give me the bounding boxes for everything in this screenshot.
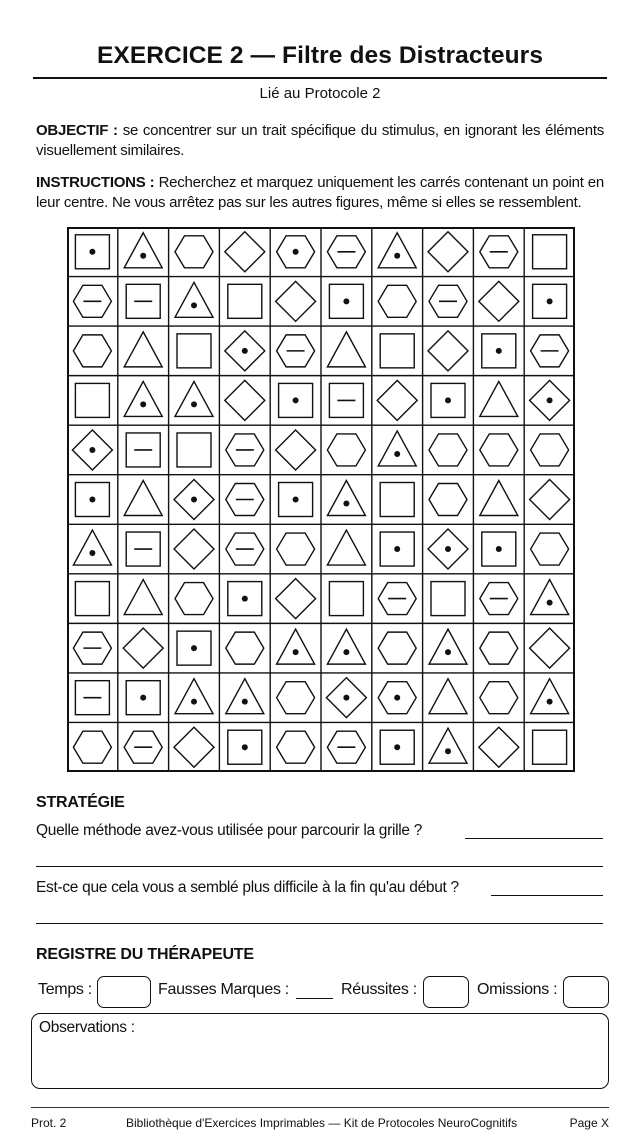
hexagon-cell[interactable] [226,632,264,664]
square-with-dash-cell[interactable] [75,681,109,715]
objective-text: se concentrer sur un trait spécifique du stimulus, en ignorant les éléments visuellement similaires. [36,122,605,159]
hexagon-with-dash-cell[interactable] [480,583,518,615]
center-dot [496,348,502,354]
hexagon-with-dot-cell[interactable] [277,236,315,268]
objective-paragraph [36,121,604,161]
successes-label: Réussites : [341,981,417,998]
center-dot [343,695,349,701]
hexagon-cell[interactable] [531,434,569,466]
hexagon-with-dash-cell[interactable] [327,731,365,763]
register-row [0,976,640,1008]
footer-divider [31,1107,609,1108]
center-dot [394,695,400,701]
triangle-with-dot-cell[interactable] [277,629,315,664]
center-dot [394,546,400,552]
center-dot [191,302,197,308]
center-dot [547,600,553,606]
triangle-with-dot-cell[interactable] [226,679,264,714]
diamond-cell[interactable] [276,579,316,619]
triangle-cell[interactable] [124,481,162,516]
center-dot [242,699,248,705]
hexagon-with-dash-cell[interactable] [124,731,162,763]
hexagon-with-dash-cell[interactable] [226,484,264,516]
square-with-dot-cell[interactable] [482,334,516,368]
hexagon-cell[interactable] [429,484,467,516]
diamond-cell[interactable] [479,281,519,321]
diamond-cell[interactable] [530,480,570,520]
center-dot [242,596,248,602]
hexagon-with-dash-cell[interactable] [226,434,264,466]
diamond-with-dot-cell[interactable] [326,678,366,718]
triangle-with-dot-cell[interactable] [378,431,416,466]
triangle-with-dot-cell[interactable] [327,481,365,516]
strategy-title: STRATÉGIE [36,794,125,811]
hexagon-cell[interactable] [73,335,111,367]
square-with-dot-cell[interactable] [329,284,363,318]
diamond-cell[interactable] [276,281,316,321]
center-dot [496,546,502,552]
diamond-with-dot-cell[interactable] [72,430,112,470]
triangle-with-dot-cell[interactable] [175,679,213,714]
triangle-with-dot-cell[interactable] [124,233,162,268]
diamond-cell[interactable] [174,727,214,767]
strategy-question-2: Est-ce que cela vous a semblé plus difficile à la fin qu'au début ? [36,879,459,896]
center-dot [191,699,197,705]
hexagon-cell[interactable] [175,583,213,615]
triangle-with-dot-cell[interactable] [327,629,365,664]
instructions-paragraph [36,173,604,213]
diamond-cell[interactable] [276,430,316,470]
diamond-cell[interactable] [123,628,163,668]
triangle-cell[interactable] [429,679,467,714]
center-dot [343,649,349,655]
omissions-label: Omissions : [477,981,558,998]
time-label: Temps : [38,981,92,998]
false-marks-label: Fausses Marques : [158,981,289,998]
diamond-with-dot-cell[interactable] [174,480,214,520]
center-dot [89,447,95,453]
square-cell[interactable] [177,334,211,368]
square-with-dot-cell[interactable] [228,582,262,616]
triangle-cell[interactable] [480,481,518,516]
false-marks-field[interactable] [296,998,333,999]
diamond-cell[interactable] [174,529,214,569]
hexagon-cell[interactable] [327,434,365,466]
hexagon-with-dash-cell[interactable] [327,236,365,268]
instructions-label: INSTRUCTIONS : [36,174,155,191]
diamond-cell[interactable] [428,331,468,371]
center-dot [140,695,146,701]
diamond-cell[interactable] [530,628,570,668]
hexagon-with-dash-cell[interactable] [277,335,315,367]
shape-search-grid[interactable] [67,227,575,772]
diamond-cell[interactable] [377,380,417,420]
triangle-cell[interactable] [124,580,162,615]
center-dot [293,397,299,403]
square-with-dot-cell[interactable] [75,483,109,517]
hexagon-cell[interactable] [277,682,315,714]
hexagon-with-dash-cell[interactable] [378,583,416,615]
diamond-cell[interactable] [225,232,265,272]
time-field[interactable] [97,976,151,1008]
square-cell[interactable] [177,433,211,467]
center-dot [293,649,299,655]
center-dot [547,397,553,403]
hexagon-with-dash-cell[interactable] [73,285,111,317]
center-dot [191,497,197,503]
triangle-with-dot-cell[interactable] [531,580,569,615]
square-cell[interactable] [75,383,109,417]
hexagon-cell[interactable] [73,731,111,763]
square-with-dot-cell[interactable] [380,532,414,566]
footer-page-number: Page X [569,1116,609,1130]
diamond-cell[interactable] [225,380,265,420]
hexagon-with-dot-cell[interactable] [378,682,416,714]
square-with-dot-cell[interactable] [279,383,313,417]
square-cell[interactable] [329,582,363,616]
square-with-dot-cell[interactable] [431,383,465,417]
diamond-cell[interactable] [428,232,468,272]
triangle-with-dot-cell[interactable] [175,282,213,317]
center-dot [89,550,95,556]
square-cell[interactable] [75,582,109,616]
square-with-dot-cell[interactable] [279,483,313,517]
triangle-with-dot-cell[interactable] [429,629,467,664]
hexagon-cell[interactable] [480,434,518,466]
hexagon-cell[interactable] [175,236,213,268]
triangle-cell[interactable] [327,530,365,565]
square-with-dot-cell[interactable] [177,631,211,665]
diamond-cell[interactable] [479,727,519,767]
instructions-text: Recherchez et marquez uniquement les carrés contenant un point en leur centre. Ne vous arrêtez pas sur les autres figures, même si elles se ressemblent. [36,174,604,211]
center-dot [140,401,146,407]
hexagon-cell[interactable] [378,285,416,317]
square-with-dot-cell[interactable] [75,235,109,269]
hexagon-with-dash-cell[interactable] [531,335,569,367]
center-dot [140,253,146,259]
exercise-title: EXERCICE 2 — Filtre des Distracteurs [96,42,544,69]
triangle-cell[interactable] [480,381,518,416]
answer-line-1b[interactable] [36,866,603,867]
center-dot [547,699,553,705]
triangle-with-dot-cell[interactable] [73,530,111,565]
answer-line-1a[interactable] [465,838,603,839]
square-with-dot-cell[interactable] [228,730,262,764]
hexagon-with-dash-cell[interactable] [480,236,518,268]
answer-line-2b[interactable] [36,923,603,924]
square-with-dot-cell[interactable] [380,730,414,764]
omissions-field[interactable] [563,976,609,1008]
center-dot [293,497,299,503]
hexagon-cell[interactable] [531,533,569,565]
center-dot [394,451,400,457]
hexagon-cell[interactable] [480,632,518,664]
hexagon-cell[interactable] [277,731,315,763]
center-dot [343,298,349,304]
square-with-dot-cell[interactable] [126,681,160,715]
center-dot [445,546,451,552]
square-with-dash-cell[interactable] [126,532,160,566]
observations-field[interactable] [31,1013,609,1089]
center-dot [547,298,553,304]
triangle-with-dot-cell[interactable] [378,233,416,268]
successes-field[interactable] [423,976,469,1008]
triangle-cell[interactable] [327,332,365,367]
square-cell[interactable] [380,483,414,517]
center-dot [445,649,451,655]
triangle-with-dot-cell[interactable] [175,381,213,416]
hexagon-with-dash-cell[interactable] [226,533,264,565]
square-cell[interactable] [380,334,414,368]
answer-line-2a[interactable] [491,895,603,896]
hexagon-cell[interactable] [378,632,416,664]
center-dot [394,744,400,750]
hexagon-with-dash-cell[interactable] [429,285,467,317]
center-dot [343,501,349,507]
square-cell[interactable] [431,582,465,616]
diamond-with-dot-cell[interactable] [428,529,468,569]
diamond-with-dot-cell[interactable] [530,380,570,420]
square-with-dash-cell[interactable] [126,433,160,467]
square-cell[interactable] [228,284,262,318]
diamond-with-dot-cell[interactable] [225,331,265,371]
center-dot [89,497,95,503]
triangle-with-dot-cell[interactable] [531,679,569,714]
square-with-dash-cell[interactable] [329,383,363,417]
square-with-dash-cell[interactable] [126,284,160,318]
footer-library-title: Bibliothèque d'Exercices Imprimables — Kit de Protocoles NeuroCognitifs [126,1116,518,1130]
square-cell[interactable] [533,730,567,764]
triangle-with-dot-cell[interactable] [124,381,162,416]
hexagon-cell[interactable] [277,533,315,565]
center-dot [445,748,451,754]
center-dot [293,249,299,255]
center-dot [445,397,451,403]
square-cell[interactable] [533,235,567,269]
objective-label: OBJECTIF : [36,122,118,139]
center-dot [191,401,197,407]
center-dot [191,645,197,651]
title-underline [33,77,607,79]
triangle-with-dot-cell[interactable] [429,728,467,763]
hexagon-with-dash-cell[interactable] [73,632,111,664]
square-with-dot-cell[interactable] [482,532,516,566]
center-dot [89,249,95,255]
square-with-dot-cell[interactable] [533,284,567,318]
strategy-question-1: Quelle méthode avez-vous utilisée pour parcourir la grille ? [36,822,423,839]
protocol-subtitle: Lié au Protocole 2 [259,85,381,102]
hexagon-cell[interactable] [480,682,518,714]
observations-label: Observations : [39,1019,135,1036]
center-dot [242,348,248,354]
center-dot [394,253,400,259]
therapist-register-title: REGISTRE DU THÉRAPEUTE [36,946,254,963]
footer-protocol: Prot. 2 [31,1116,67,1130]
center-dot [242,744,248,750]
triangle-cell[interactable] [124,332,162,367]
hexagon-cell[interactable] [429,434,467,466]
